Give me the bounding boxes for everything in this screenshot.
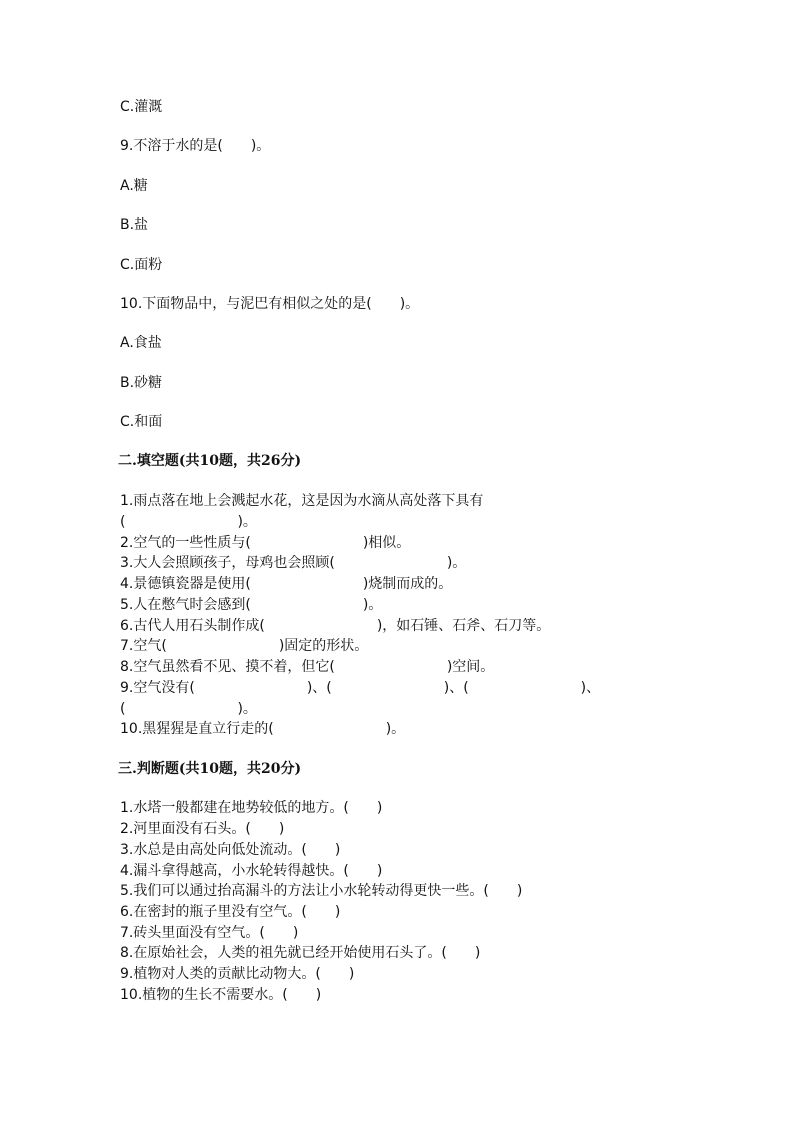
q9-stem: 9.不溶于水的是( )。 [120,138,271,154]
true-false-line: 9.植物对人类的贡献比动物大。( ) [120,966,355,982]
fill-blank-line: 3.大人会照顾孩子，母鸡也会照顾( )。 [120,555,467,571]
fill-blank-line: 2.空气的一些性质与( )相似。 [120,535,411,551]
q8-option-c: C.灌溉 [120,99,163,115]
true-false-line: 3.水总是由高处向低处流动。( ) [120,842,341,858]
fill-blank-line: 10.黑猩猩是直立行走的( )。 [120,721,406,737]
fill-blank-line: 9.空气没有( )、( )、( )、 [120,680,601,696]
true-false-line: 5.我们可以通过抬高漏斗的方法让小水轮转动得更快一些。( ) [120,883,523,899]
fill-blank-section-title: 二.填空题(共10题，共26分) [118,453,302,469]
true-false-line: 6.在密封的瓶子里没有空气。( ) [120,904,341,920]
true-false-line: 4.漏斗拿得越高，小水轮转得越快。( ) [120,863,383,879]
fill-blank-line: 1.雨点落在地上会溅起水花，这是因为水滴从高处落下具有 [120,493,484,509]
q10-stem: 10.下面物品中，与泥巴有相似之处的是( )。 [120,296,420,312]
fill-blank-line: 7.空气( )固定的形状。 [120,638,369,654]
true-false-line: 1.水塔一般都建在地势较低的地方。( ) [120,800,383,816]
true-false-line: 2.河里面没有石头。( ) [120,821,285,837]
q9-option-a: A.糖 [120,178,148,194]
fill-blank-line: ( )。 [120,701,257,717]
fill-blank-line: ( )。 [120,514,257,530]
fill-blank-line: 8.空气虽然看不见、摸不着，但它( )空间。 [120,659,495,675]
true-false-line: 10.植物的生长不需要水。( ) [120,987,322,1003]
true-false-line: 7.砖头里面没有空气。( ) [120,925,299,941]
fill-blank-line: 5.人在憋气时会感到( )。 [120,597,383,613]
true-false-line: 8.在原始社会，人类的祖先就已经开始使用石头了。( ) [120,945,481,961]
q10-option-b: B.砂糖 [120,375,163,391]
true-false-section-title: 三.判断题(共10题，共20分) [118,761,302,777]
q9-option-b: B.盐 [120,217,149,233]
q9-option-c: C.面粉 [120,257,163,273]
fill-blank-line: 4.景德镇瓷器是使用( )烧制而成的。 [120,576,453,592]
fill-blank-line: 6.古代人用石头制作成( )，如石锤、石斧、石刀等。 [120,618,551,634]
q10-option-a: A.食盐 [120,335,162,351]
q10-option-c: C.和面 [120,414,163,430]
